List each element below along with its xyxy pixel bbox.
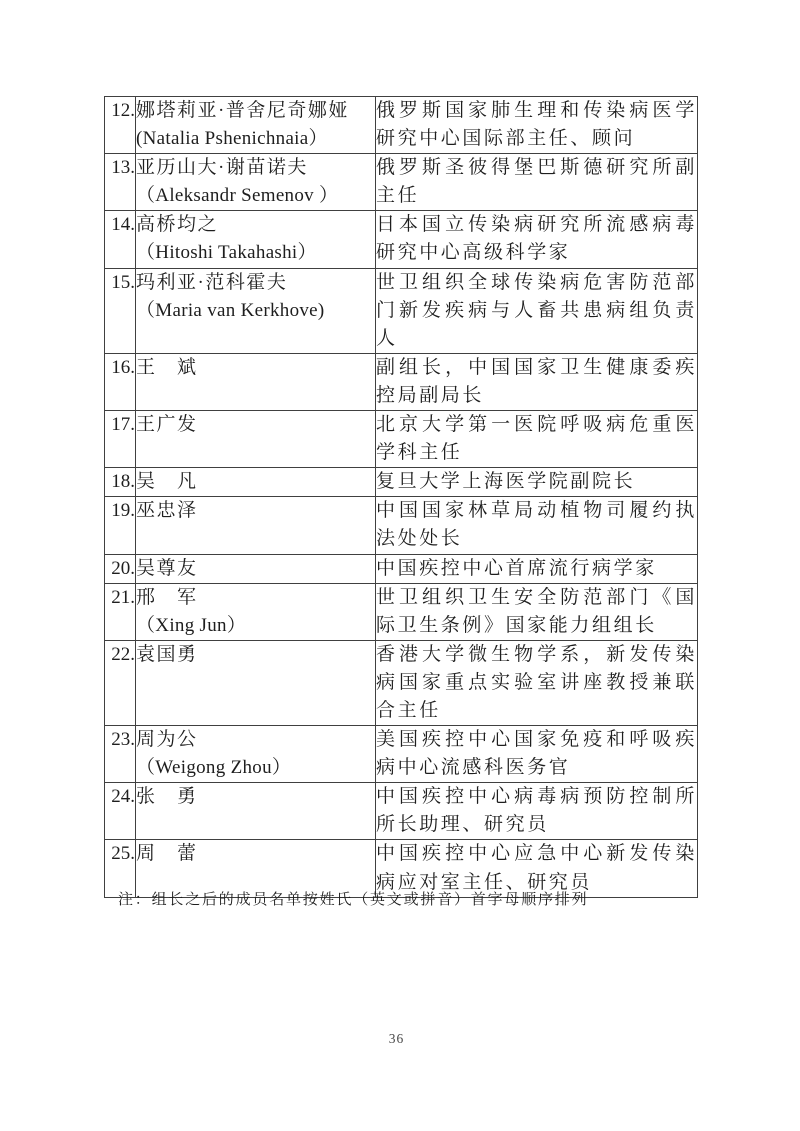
member-number: 19.	[105, 497, 136, 554]
member-row	[105, 554, 698, 583]
page-number: 36	[388, 1031, 405, 1046]
member-name-zh: 高桥均之	[136, 214, 219, 236]
member-title: 北京大学第一医院呼吸病危重医学科主任	[376, 411, 698, 468]
member-row	[105, 640, 698, 725]
member-number: 21.	[105, 583, 136, 640]
member-row	[105, 268, 698, 353]
member-number: 15.	[105, 268, 136, 353]
member-title: 俄罗斯圣彼得堡巴斯德研究所副主任	[376, 154, 698, 211]
member-number: 18.	[105, 468, 136, 497]
member-name-zh: 张 勇	[136, 786, 198, 808]
member-title: 中国疾控中心首席流行病学家	[376, 554, 698, 583]
member-number: 16.	[105, 353, 136, 410]
members-table-body	[105, 97, 698, 898]
member-row	[105, 583, 698, 640]
member-row	[105, 97, 698, 154]
member-name-cell	[136, 468, 376, 497]
member-name-zh: 周为公	[136, 729, 198, 751]
member-name-zh: 王 斌	[136, 356, 198, 378]
member-title: 副组长，中国国家卫生健康委疾控局副局长	[376, 353, 698, 410]
member-name-zh: 吴尊友	[136, 557, 198, 579]
member-name-zh: 吴 凡	[136, 471, 198, 493]
member-name-cell	[136, 211, 376, 268]
member-row	[105, 353, 698, 410]
member-row	[105, 783, 698, 840]
member-title: 世卫组织全球传染病危害防范部门新发疾病与人畜共患病组负责人	[376, 268, 698, 353]
member-name-cell	[136, 497, 376, 554]
member-name-cell	[136, 726, 376, 783]
member-number: 22.	[105, 640, 136, 725]
member-name-zh: 邢 军	[136, 586, 198, 608]
member-title: 俄罗斯国家肺生理和传染病医学研究中心国际部主任、顾问	[376, 97, 698, 154]
member-name-zh: 袁国勇	[136, 643, 198, 665]
member-name-cell	[136, 353, 376, 410]
member-name-en: （Xing Jun）	[136, 614, 247, 636]
member-row	[105, 497, 698, 554]
member-name-cell	[136, 783, 376, 840]
table-footnote: 注：组长之后的成员名单按姓氏（英文或拼音）首字母顺序排列	[118, 892, 589, 908]
members-table	[104, 96, 698, 898]
member-name-en: (Natalia Pshenichnaia）	[136, 128, 328, 150]
member-title: 世卫组织卫生安全防范部门《国际卫生条例》国家能力组组长	[376, 583, 698, 640]
member-number: 13.	[105, 154, 136, 211]
member-name-cell	[136, 268, 376, 353]
member-title: 中国国家林草局动植物司履约执法处处长	[376, 497, 698, 554]
member-number: 24.	[105, 783, 136, 840]
member-row	[105, 468, 698, 497]
member-number: 12.	[105, 97, 136, 154]
member-row	[105, 726, 698, 783]
member-name-zh: 周 蕾	[136, 843, 198, 865]
member-row	[105, 154, 698, 211]
member-title: 日本国立传染病研究所流感病毒研究中心高级科学家	[376, 211, 698, 268]
member-number: 25.	[105, 840, 136, 897]
member-name-cell	[136, 411, 376, 468]
member-name-cell	[136, 554, 376, 583]
member-title: 复旦大学上海医学院副院长	[376, 468, 698, 497]
member-title: 美国疾控中心国家免疫和呼吸疾病中心流感科医务官	[376, 726, 698, 783]
member-row	[105, 211, 698, 268]
member-number: 17.	[105, 411, 136, 468]
member-title: 中国疾控中心应急中心新发传染病应对室主任、研究员	[376, 840, 698, 897]
member-name-zh: 娜塔莉亚·普舍尼奇娜娅	[136, 100, 349, 121]
member-name-cell	[136, 640, 376, 725]
member-name-zh: 巫忠泽	[136, 500, 198, 522]
member-number: 20.	[105, 554, 136, 583]
member-number: 14.	[105, 211, 136, 268]
member-title: 中国疾控中心病毒病预防控制所所长助理、研究员	[376, 783, 698, 840]
member-row	[105, 411, 698, 468]
member-name-zh: 玛利亚·范科霍夫	[136, 271, 288, 293]
member-name-en: （Maria van Kerkhove)	[136, 299, 325, 321]
member-name-en: （Aleksandr Semenov ）	[136, 185, 339, 207]
member-name-zh: 亚历山大·谢苗诺夫	[136, 157, 308, 179]
member-name-zh: 王广发	[136, 414, 198, 436]
member-name-cell	[136, 583, 376, 640]
member-name-cell	[136, 154, 376, 211]
member-number: 23.	[105, 726, 136, 783]
member-name-cell	[136, 97, 376, 154]
member-name-en: （Hitoshi Takahashi）	[136, 242, 317, 264]
member-name-en: （Weigong Zhou）	[136, 757, 292, 779]
member-title: 香港大学微生物学系，新发传染病国家重点实验室讲座教授兼联合主任	[376, 640, 698, 725]
